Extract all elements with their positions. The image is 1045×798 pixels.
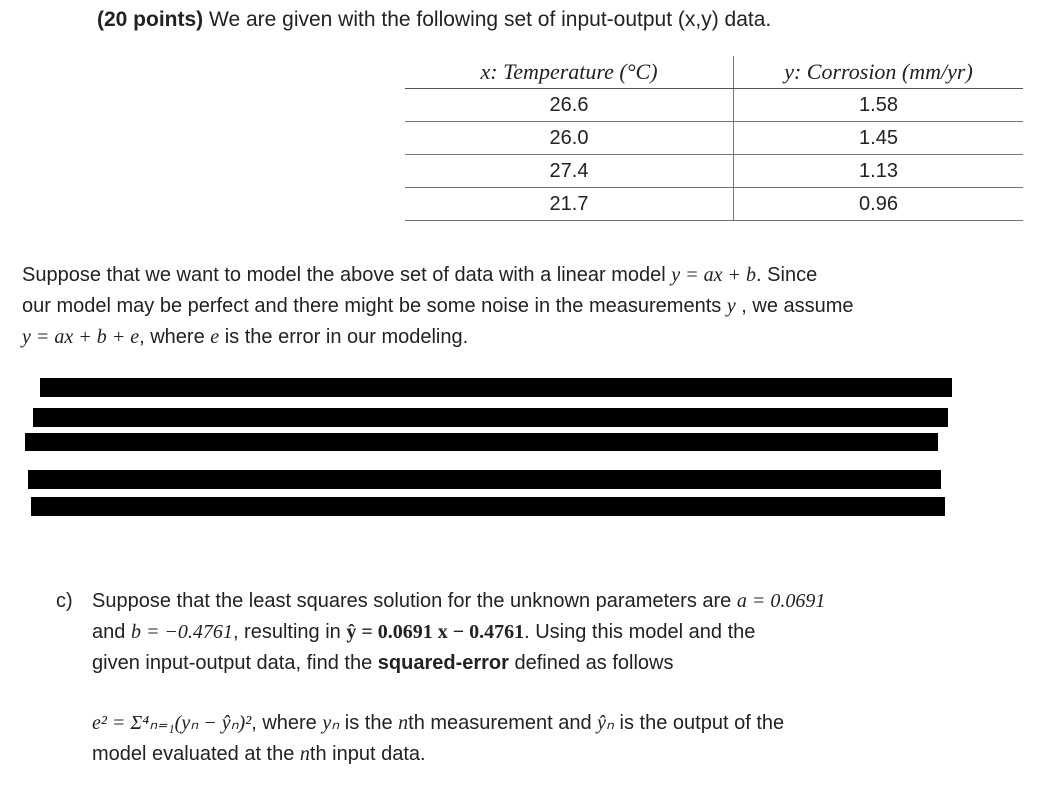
part-c-line-1: Suppose that the least squares solution for the unknown parameters are a = 0.0691	[92, 590, 826, 612]
header-corrosion: y: Corrosion (mm/yr)	[734, 56, 1024, 89]
part-c-line-2: and b = −0.4761, resulting in ŷ = 0.0691 x − 0.4761. Using this model and the	[92, 621, 756, 643]
header-temperature: x: Temperature (°C)	[405, 56, 734, 89]
cell-y: 1.45	[734, 122, 1024, 155]
formula-line-1: e² = Σ⁴ₙ₌₁(yₙ − ŷₙ)², where yₙ is the nth measurement and ŷₙ is the output of the	[92, 712, 785, 734]
paragraph-line-2: our model may be perfect and there might be some noise in the measurements y , we assume	[22, 295, 854, 317]
cell-y: 0.96	[734, 188, 1024, 221]
redaction-bar	[40, 378, 952, 397]
part-c-line-3: given input-output data, find the squared-error defined as follows	[92, 652, 674, 674]
cell-x: 26.6	[405, 89, 734, 122]
formula-line-2: model evaluated at the nth input data.	[92, 743, 426, 765]
squared-error-formula	[92, 708, 784, 770]
problem-title	[97, 8, 771, 32]
redaction-bar	[25, 433, 938, 451]
paragraph-line-1: Suppose that we want to model the above set of data with a linear model y = ax + b. Since	[22, 264, 818, 286]
part-c-body	[92, 586, 825, 679]
cell-y: 1.13	[734, 155, 1024, 188]
points-label: (20 points)	[97, 8, 204, 31]
redaction-bar	[33, 408, 948, 427]
cell-x: 26.0	[405, 122, 734, 155]
paragraph-line-3: y = ax + b + e, where e is the error in our modeling.	[22, 326, 469, 348]
part-c-label: c)	[56, 590, 73, 612]
title-text: We are given with the following set of input-output (x,y) data.	[203, 8, 772, 31]
table-header-row	[405, 56, 1023, 89]
table-row	[405, 122, 1023, 155]
table-row	[405, 89, 1023, 122]
cell-x: 27.4	[405, 155, 734, 188]
cell-x: 21.7	[405, 188, 734, 221]
data-table	[405, 56, 1023, 221]
table-row	[405, 155, 1023, 188]
redaction-bar	[31, 497, 945, 516]
table-row	[405, 188, 1023, 221]
redaction-bar	[28, 470, 941, 489]
cell-y: 1.58	[734, 89, 1024, 122]
